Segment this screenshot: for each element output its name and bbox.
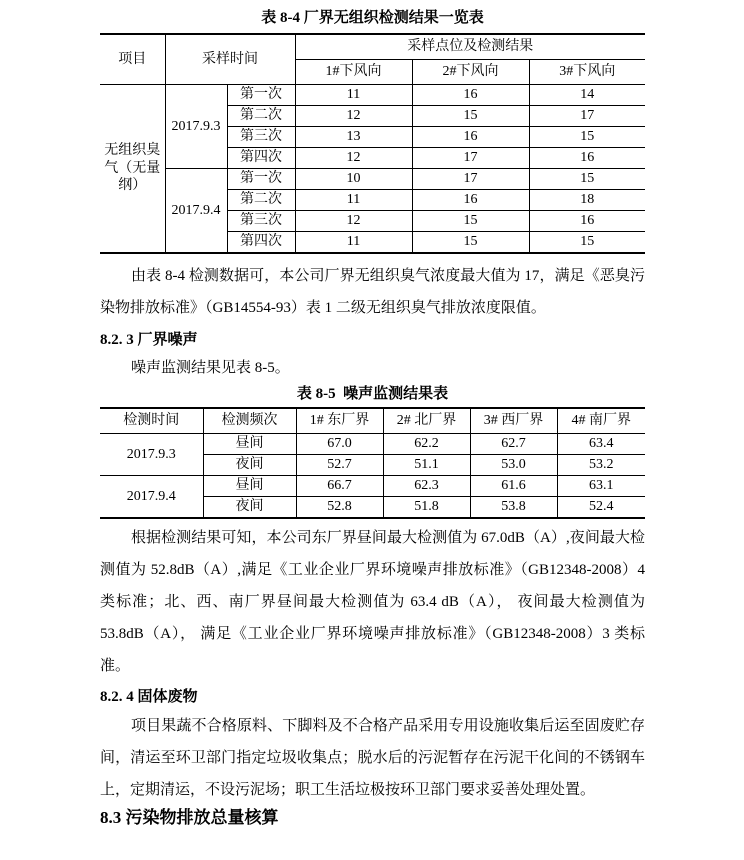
- value-cell: 61.6: [470, 476, 557, 497]
- round-label-cell: 第二次: [227, 106, 295, 127]
- t2-date-cell: 2017.9.3: [100, 434, 203, 476]
- value-cell: 16: [412, 190, 529, 211]
- value-cell: 16: [529, 148, 645, 169]
- value-cell: 51.8: [383, 497, 470, 519]
- t1-subheader-downwind-1: 1#下风向: [295, 60, 412, 85]
- period-label-cell: 夜间: [203, 497, 296, 519]
- value-cell: 15: [412, 211, 529, 232]
- value-cell: 52.7: [296, 455, 383, 476]
- table-row: [100, 85, 645, 106]
- paragraph-odor-conclusion: 由表 8-4 检测数据可，本公司厂界无组织臭气浓度最大值为 17，满足《恶臭污染物排放标准》（GB14554-93）表 1 二级无组织臭气排放浓度限值。: [100, 268, 645, 316]
- table-8-4: [100, 33, 645, 254]
- t1-item-label-cell: 无组织臭气（无量纲）: [100, 85, 165, 254]
- round-label-cell: 第三次: [227, 211, 295, 232]
- value-cell: 67.0: [296, 434, 383, 455]
- value-cell: 12: [295, 106, 412, 127]
- heading-8-2-4: 8.2. 4 固体废物: [100, 689, 198, 705]
- value-cell: 11: [295, 232, 412, 254]
- table-header-row: [100, 34, 645, 60]
- t2-header-east: 1# 东厂界: [296, 408, 383, 434]
- heading-8-2-3: 8.2. 3 厂界噪声: [100, 332, 198, 348]
- value-cell: 62.2: [383, 434, 470, 455]
- t2-header-south: 4# 南厂界: [557, 408, 645, 434]
- t1-header-sample-time: 采样时间: [165, 34, 295, 85]
- table-8-5: [100, 407, 645, 519]
- round-label-cell: 第二次: [227, 190, 295, 211]
- table-row: [100, 169, 645, 190]
- value-cell: 17: [529, 106, 645, 127]
- value-cell: 15: [529, 127, 645, 148]
- paragraph-noise-conclusion: 根据检测结果可知，本公司东厂界昼间最大检测值为 67.0dB（A）,夜间最大检测值为 52.8dB（A）,满足《工业企业厂界环境噪声排放标准》（GB12348-2008）4 类标准；北、西、南厂界昼间最大检测值为 63.4 dB（A）， 夜间最大检测值为 53.8dB（A）， 满足《工业企业厂界环境噪声排放标准》（GB12348-2008）3 类标准。: [100, 530, 645, 674]
- round-label-cell: 第一次: [227, 169, 295, 190]
- t1-header-item: 项目: [100, 34, 165, 85]
- t2-date-cell: 2017.9.4: [100, 476, 203, 519]
- t1-date-cell: 2017.9.3: [165, 85, 227, 169]
- value-cell: 14: [529, 85, 645, 106]
- value-cell: 63.4: [557, 434, 645, 455]
- t1-subheader-downwind-2: 2#下风向: [412, 60, 529, 85]
- value-cell: 11: [295, 85, 412, 106]
- value-cell: 16: [412, 85, 529, 106]
- value-cell: 52.8: [296, 497, 383, 519]
- round-label-cell: 第一次: [227, 85, 295, 106]
- period-label-cell: 昼间: [203, 476, 296, 497]
- value-cell: 13: [295, 127, 412, 148]
- period-label-cell: 昼间: [203, 434, 296, 455]
- value-cell: 16: [529, 211, 645, 232]
- t1-header-result-group: 采样点位及检测结果: [295, 34, 645, 60]
- t1-date-cell: 2017.9.4: [165, 169, 227, 254]
- value-cell: 16: [412, 127, 529, 148]
- value-cell: 53.8: [470, 497, 557, 519]
- t2-header-time: 检测时间: [100, 408, 203, 434]
- table-8-4-title: 表 8-4 厂界无组织检测结果一览表: [261, 10, 484, 26]
- paragraph-solid-waste: 项目果蔬不合格原料、下脚料及不合格产品采用专用设施收集后运至固废贮存间，清运至环卫部门指定垃圾收集点；脱水后的污泥暂存在污泥干化间的不锈钢车上，定期清运，不设污泥场；职工生活垃极按环卫部门要求妥善处理处置。: [100, 718, 645, 798]
- value-cell: 51.1: [383, 455, 470, 476]
- value-cell: 12: [295, 211, 412, 232]
- value-cell: 15: [412, 106, 529, 127]
- value-cell: 63.1: [557, 476, 645, 497]
- value-cell: 53.0: [470, 455, 557, 476]
- paragraph-noise-intro: 噪声监测结果见表 8-5。: [131, 360, 290, 376]
- value-cell: 15: [529, 169, 645, 190]
- value-cell: 10: [295, 169, 412, 190]
- value-cell: 11: [295, 190, 412, 211]
- table-header-row: [100, 408, 645, 434]
- value-cell: 52.4: [557, 497, 645, 519]
- round-label-cell: 第三次: [227, 127, 295, 148]
- value-cell: 15: [529, 232, 645, 254]
- value-cell: 66.7: [296, 476, 383, 497]
- round-label-cell: 第四次: [227, 148, 295, 169]
- table-row: [100, 476, 645, 497]
- t2-header-frequency: 检测频次: [203, 408, 296, 434]
- period-label-cell: 夜间: [203, 455, 296, 476]
- value-cell: 17: [412, 148, 529, 169]
- round-label-cell: 第四次: [227, 232, 295, 254]
- value-cell: 62.3: [383, 476, 470, 497]
- value-cell: 15: [412, 232, 529, 254]
- value-cell: 53.2: [557, 455, 645, 476]
- value-cell: 12: [295, 148, 412, 169]
- t1-subheader-downwind-3: 3#下风向: [529, 60, 645, 85]
- value-cell: 18: [529, 190, 645, 211]
- heading-8-3: 8.3 污染物排放总量核算: [100, 808, 279, 827]
- table-8-5-title: 表 8-5 噪声监测结果表: [296, 386, 449, 402]
- table-row: [100, 434, 645, 455]
- value-cell: 62.7: [470, 434, 557, 455]
- value-cell: 17: [412, 169, 529, 190]
- t2-header-north: 2# 北厂界: [383, 408, 470, 434]
- t2-header-west: 3# 西厂界: [470, 408, 557, 434]
